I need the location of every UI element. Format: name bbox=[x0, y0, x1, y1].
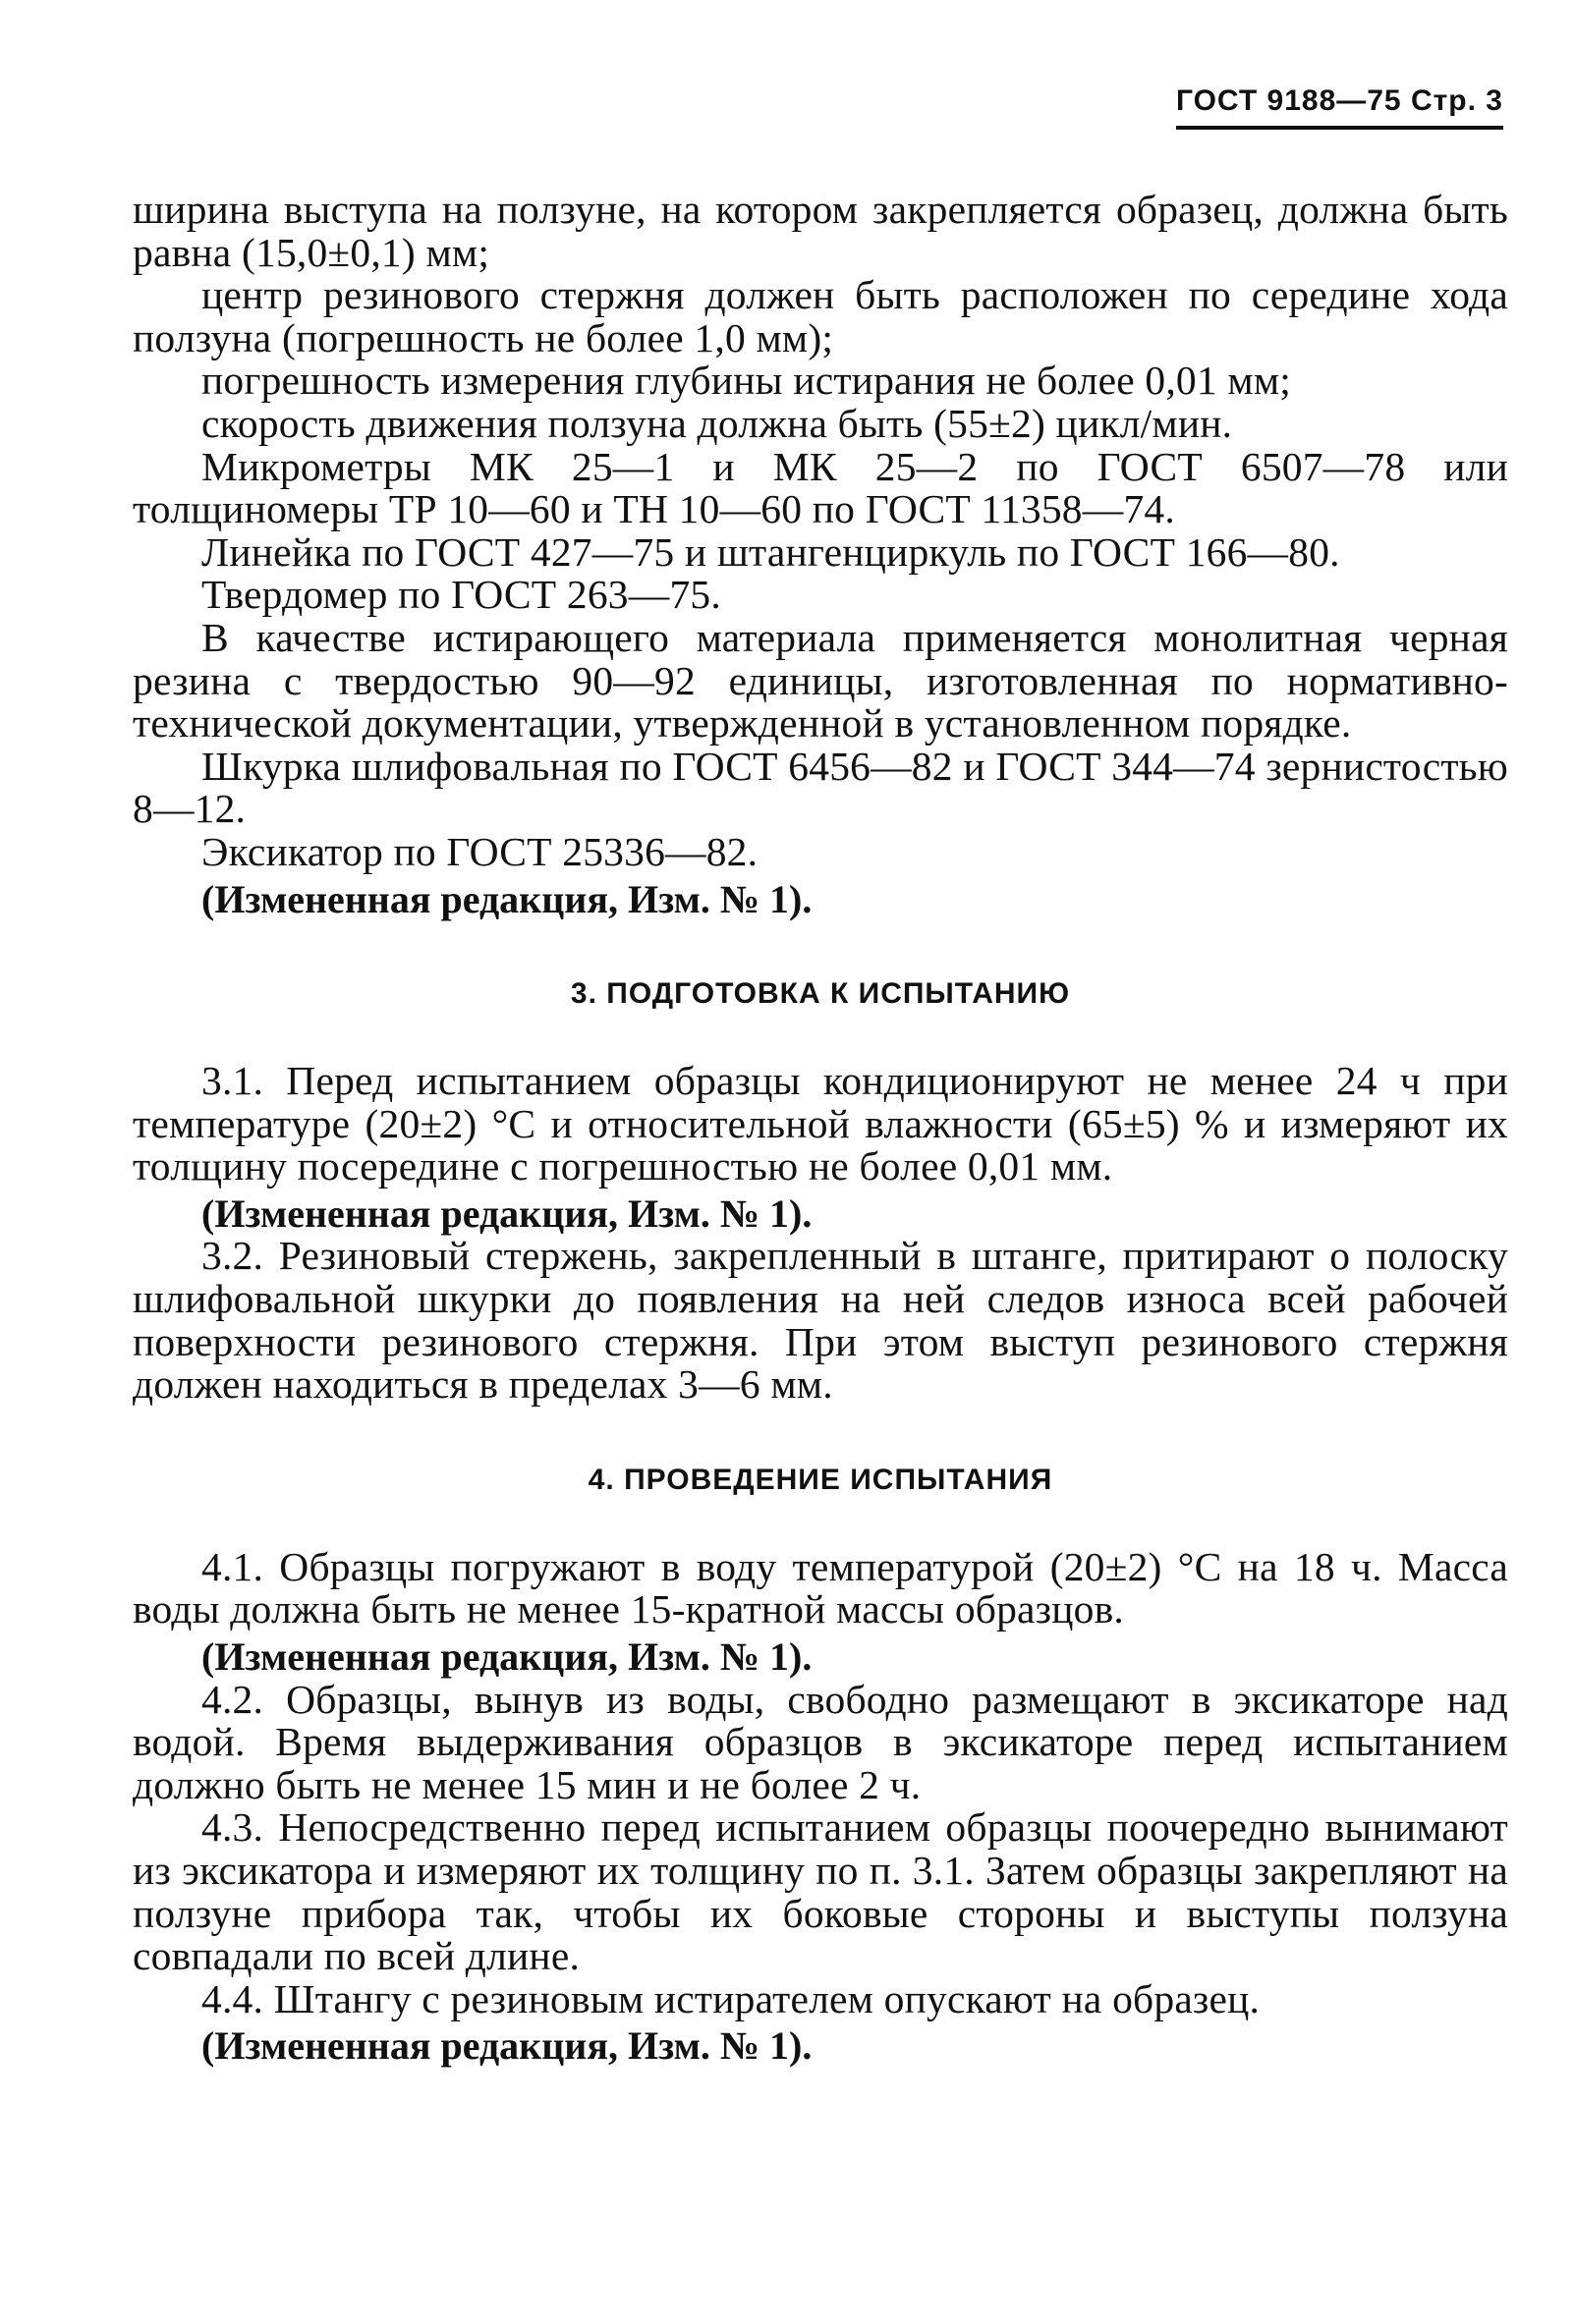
paragraph: Шкурка шлифовальная по ГОСТ 6456—82 и ГОСТ 344—74 зернистостью 8—12. bbox=[133, 743, 1508, 832]
paragraph: ширина выступа на ползуне, на котором закрепляется образец, должна быть равна (15,0±0,1) мм; bbox=[133, 187, 1508, 275]
paragraph: Твердомер по ГОСТ 263—75. bbox=[201, 572, 721, 618]
amendment-note: (Измененная редакция, Изм. № 1). bbox=[201, 1190, 813, 1236]
paragraph: скорость движения ползуна должна быть (55±2) цикл/мин. bbox=[201, 400, 1233, 446]
amendment-note: (Измененная редакция, Изм. № 1). bbox=[201, 1634, 813, 1680]
page-header: ГОСТ 9188—75 Стр. 3 bbox=[1176, 84, 1503, 130]
paragraph: погрешность измерения глубины истирания не более 0,01 мм; bbox=[201, 358, 1292, 404]
paragraph: центр резинового стержня должен быть расположен по середине хода ползуна (погрешность не более 1,0 мм); bbox=[133, 272, 1508, 360]
paragraph: 4.4. Штангу с резиновым истирателем опускают на образец. bbox=[201, 1975, 1261, 2021]
paragraph: 4.1. Образцы погружают в воду температурой (20±2) °С на 18 ч. Масса воды должна быть не менее 15-кратной массы образцов. bbox=[133, 1543, 1508, 1632]
paragraph: 4.3. Непосредственно перед испытанием образцы поочередно вынимают из эксикатора и измеряют их толщину по п. 3.1. Затем образцы закрепляют на ползуне прибора так, чтобы их боковые стороны и выступы ползуна совпадали по всей длине. bbox=[133, 1804, 1508, 1979]
document-body bbox=[133, 189, 1508, 2068]
section-heading: 3. ПОДГОТОВКА К ИСПЫТАНИЮ bbox=[570, 977, 1071, 1011]
amendment-note: (Измененная редакция, Изм. № 1). bbox=[201, 876, 813, 921]
paragraph: Микрометры МК 25—1 и МК 25—2 по ГОСТ 6507—78 или толщиномеры ТР 10—60 и ТН 10—60 по ГОСТ 11358—74. bbox=[133, 443, 1508, 532]
paragraph: 3.1. Перед испытанием образцы кондиционируют не менее 24 ч при температуре (20±2) °С и относительной влажности (65±5) % и измеряют их толщину посередине с погрешностью не более 0,01 мм. bbox=[133, 1058, 1508, 1190]
paragraph: В качестве истирающего материала применяется монолитная черная резина с твердостью 90—92 единицы, изготовленная по нормативно-технической документации, утвержденной в установленном порядке. bbox=[133, 614, 1508, 747]
amendment-note: (Измененная редакция, Изм. № 1). bbox=[201, 2023, 813, 2069]
paragraph: 4.2. Образцы, вынув из воды, свободно размещают в эксикаторе над водой. Время выдерживания образцов в эксикаторе перед испытанием должно быть не менее 15 мин и не более 2 ч. bbox=[133, 1676, 1508, 1807]
paragraph: Эксикатор по ГОСТ 25336—82. bbox=[201, 828, 759, 874]
paragraph: Линейка по ГОСТ 427—75 и штангенциркуль по ГОСТ 166—80. bbox=[201, 528, 1340, 575]
paragraph: 3.2. Резиновый стержень, закрепленный в штанге, притирают о полоску шлифовальной шкурки до появления на ней следов износа всей рабочей поверхности резинового стержня. При этом выступ резинового стержня должен находиться в пределах 3—6 мм. bbox=[133, 1233, 1508, 1408]
section-heading: 4. ПРОВЕДЕНИЕ ИСПЫТАНИЯ bbox=[588, 1463, 1053, 1496]
